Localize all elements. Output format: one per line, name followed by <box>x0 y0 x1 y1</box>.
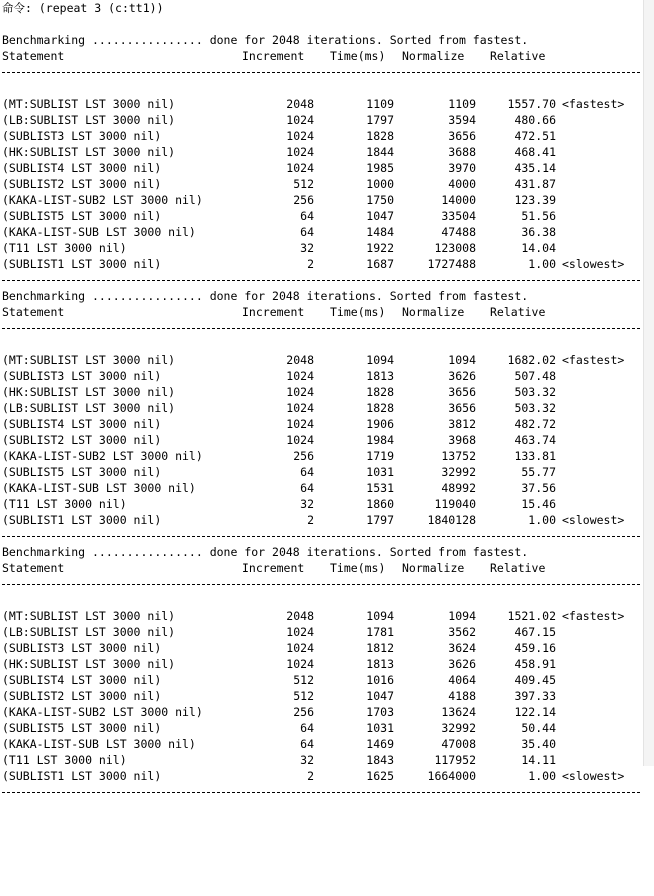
row-relative: 431.87 <box>514 177 556 191</box>
row-time: 1094 <box>366 353 394 367</box>
benchmark-title: Benchmarking ................ done for 2048 iterations. Sorted from fastest. <box>2 545 529 559</box>
table-row <box>2 368 642 384</box>
row-statement: (SUBLIST3 LST 3000 nil) <box>2 369 162 383</box>
row-statement: (T11 LST 3000 nil) <box>2 753 127 767</box>
table-row <box>2 160 642 176</box>
table-row <box>2 112 642 128</box>
row-increment: 512 <box>293 689 314 703</box>
table-row <box>2 176 642 192</box>
row-normalize: 3970 <box>448 161 476 175</box>
row-normalize: 3562 <box>448 625 476 639</box>
row-statement: (SUBLIST3 LST 3000 nil) <box>2 641 162 655</box>
row-statement: (SUBLIST4 LST 3000 nil) <box>2 161 162 175</box>
table-row <box>2 672 642 688</box>
row-relative: 463.74 <box>514 433 556 447</box>
separator-line <box>2 784 642 800</box>
result-rows <box>2 608 642 784</box>
row-time: 1047 <box>366 209 394 223</box>
header-increment: Increment <box>242 561 305 575</box>
row-relative: 51.56 <box>521 209 556 223</box>
row-time: 1625 <box>366 769 394 783</box>
row-normalize: 48992 <box>441 481 476 495</box>
column-header-row <box>2 48 642 64</box>
row-relative: 1.00 <box>528 769 556 783</box>
table-row <box>2 128 642 144</box>
header-normalize: Normalize <box>402 561 465 575</box>
header-relative: Relative <box>490 561 546 575</box>
separator-line <box>2 272 642 288</box>
row-relative: 123.39 <box>514 193 556 207</box>
row-relative: 1.00 <box>528 513 556 527</box>
row-relative: 133.81 <box>514 449 556 463</box>
row-increment: 1024 <box>286 145 314 159</box>
row-time: 1984 <box>366 433 394 447</box>
row-normalize: 119040 <box>434 497 476 511</box>
command-line <box>2 0 642 16</box>
row-relative: 503.32 <box>514 385 556 399</box>
row-time: 1813 <box>366 369 394 383</box>
row-time: 1985 <box>366 161 394 175</box>
row-relative: 435.14 <box>514 161 556 175</box>
row-normalize: 32992 <box>441 465 476 479</box>
row-normalize: 1664000 <box>427 769 476 783</box>
row-statement: (MT:SUBLIST LST 3000 nil) <box>2 97 176 111</box>
row-normalize: 33504 <box>441 209 476 223</box>
table-row <box>2 512 642 528</box>
row-statement: (SUBLIST2 LST 3000 nil) <box>2 689 162 703</box>
row-increment: 32 <box>300 497 314 511</box>
table-row <box>2 752 642 768</box>
benchmark-title: Benchmarking ................ done for 2048 iterations. Sorted from fastest. <box>2 33 529 47</box>
row-increment: 256 <box>293 705 314 719</box>
vertical-scrollbar[interactable] <box>643 0 654 766</box>
row-increment: 256 <box>293 449 314 463</box>
row-relative: 397.33 <box>514 689 556 703</box>
row-statement: (SUBLIST5 LST 3000 nil) <box>2 465 162 479</box>
row-relative: 482.72 <box>514 417 556 431</box>
row-increment: 2 <box>307 769 314 783</box>
benchmark-title: Benchmarking ................ done for 2048 iterations. Sorted from fastest. <box>2 289 529 303</box>
row-time: 1719 <box>366 449 394 463</box>
row-relative: 480.66 <box>514 113 556 127</box>
row-normalize: 3812 <box>448 417 476 431</box>
separator-line <box>2 576 642 592</box>
header-relative: Relative <box>490 305 546 319</box>
separator-line <box>2 320 642 336</box>
row-normalize: 3656 <box>448 129 476 143</box>
row-relative: 472.51 <box>514 129 556 143</box>
row-statement: (KAKA-LIST-SUB LST 3000 nil) <box>2 481 196 495</box>
separator-line <box>2 64 642 80</box>
table-row <box>2 400 642 416</box>
row-increment: 1024 <box>286 657 314 671</box>
row-statement: (LB:SUBLIST LST 3000 nil) <box>2 625 176 639</box>
console-output <box>2 0 642 783</box>
row-statement: (SUBLIST2 LST 3000 nil) <box>2 433 162 447</box>
row-normalize: 3968 <box>448 433 476 447</box>
row-relative: 14.04 <box>521 241 556 255</box>
table-row <box>2 464 642 480</box>
row-increment: 64 <box>300 721 314 735</box>
table-row <box>2 256 642 272</box>
row-increment: 512 <box>293 177 314 191</box>
benchmark-section <box>2 288 642 544</box>
row-statement: (SUBLIST2 LST 3000 nil) <box>2 177 162 191</box>
separator-line <box>2 528 642 544</box>
row-time: 1469 <box>366 737 394 751</box>
command-text: (repeat 3 (c:tt1)) <box>38 1 164 15</box>
row-normalize: 3656 <box>448 385 476 399</box>
row-increment: 1024 <box>286 161 314 175</box>
row-statement: (LB:SUBLIST LST 3000 nil) <box>2 401 176 415</box>
blank-line <box>2 592 642 608</box>
table-row <box>2 416 642 432</box>
command-prompt: 命令: <box>2 1 32 15</box>
row-relative: 458.91 <box>514 657 556 671</box>
row-time: 1031 <box>366 721 394 735</box>
row-time: 1828 <box>366 401 394 415</box>
row-time: 1109 <box>366 97 394 111</box>
table-row <box>2 352 642 368</box>
row-increment: 64 <box>300 465 314 479</box>
row-increment: 32 <box>300 241 314 255</box>
row-relative: 1521.02 <box>507 609 556 623</box>
blank-line <box>2 16 642 32</box>
table-row <box>2 704 642 720</box>
row-statement: (KAKA-LIST-SUB2 LST 3000 nil) <box>2 449 203 463</box>
row-increment: 1024 <box>286 433 314 447</box>
row-time: 1843 <box>366 753 394 767</box>
row-normalize: 117952 <box>434 753 476 767</box>
row-normalize: 1094 <box>448 353 476 367</box>
row-statement: (T11 LST 3000 nil) <box>2 241 127 255</box>
header-increment: Increment <box>242 49 305 63</box>
row-statement: (SUBLIST1 LST 3000 nil) <box>2 769 162 783</box>
table-row <box>2 736 642 752</box>
row-increment: 1024 <box>286 369 314 383</box>
header-statement: Statement <box>2 561 65 575</box>
row-statement: (HK:SUBLIST LST 3000 nil) <box>2 385 176 399</box>
row-relative: 503.32 <box>514 401 556 415</box>
row-flag: <fastest> <box>562 353 625 367</box>
row-time: 1484 <box>366 225 394 239</box>
row-increment: 64 <box>300 737 314 751</box>
row-increment: 1024 <box>286 625 314 639</box>
header-relative: Relative <box>490 49 546 63</box>
row-normalize: 1840128 <box>427 513 476 527</box>
row-relative: 37.56 <box>521 481 556 495</box>
row-time: 1016 <box>366 673 394 687</box>
row-flag: <slowest> <box>562 513 625 527</box>
row-normalize: 32992 <box>441 721 476 735</box>
row-normalize: 3688 <box>448 145 476 159</box>
row-relative: 409.45 <box>514 673 556 687</box>
row-normalize: 4000 <box>448 177 476 191</box>
table-row <box>2 688 642 704</box>
row-increment: 1024 <box>286 385 314 399</box>
table-row <box>2 640 642 656</box>
table-row <box>2 144 642 160</box>
row-time: 1797 <box>366 113 394 127</box>
row-increment: 2048 <box>286 609 314 623</box>
row-normalize: 14000 <box>441 193 476 207</box>
row-relative: 14.11 <box>521 753 556 767</box>
row-increment: 64 <box>300 481 314 495</box>
row-increment: 2 <box>307 513 314 527</box>
benchmark-section <box>2 544 642 800</box>
row-relative: 467.15 <box>514 625 556 639</box>
row-time: 1000 <box>366 177 394 191</box>
row-relative: 50.44 <box>521 721 556 735</box>
row-statement: (SUBLIST4 LST 3000 nil) <box>2 417 162 431</box>
row-time: 1922 <box>366 241 394 255</box>
row-time: 1828 <box>366 129 394 143</box>
header-time: Time(ms) <box>330 305 386 319</box>
row-time: 1531 <box>366 481 394 495</box>
row-statement: (MT:SUBLIST LST 3000 nil) <box>2 353 176 367</box>
table-row <box>2 96 642 112</box>
row-time: 1687 <box>366 257 394 271</box>
row-time: 1812 <box>366 641 394 655</box>
column-header-row <box>2 560 642 576</box>
row-flag: <slowest> <box>562 769 625 783</box>
row-normalize: 1727488 <box>427 257 476 271</box>
row-flag: <slowest> <box>562 257 625 271</box>
row-normalize: 1094 <box>448 609 476 623</box>
row-increment: 512 <box>293 673 314 687</box>
row-relative: 122.14 <box>514 705 556 719</box>
table-row <box>2 384 642 400</box>
row-statement: (MT:SUBLIST LST 3000 nil) <box>2 609 176 623</box>
row-statement: (KAKA-LIST-SUB LST 3000 nil) <box>2 737 196 751</box>
row-flag: <fastest> <box>562 97 625 111</box>
row-increment: 2048 <box>286 97 314 111</box>
row-statement: (LB:SUBLIST LST 3000 nil) <box>2 113 176 127</box>
row-relative: 1557.70 <box>507 97 556 111</box>
row-normalize: 3594 <box>448 113 476 127</box>
header-time: Time(ms) <box>330 49 386 63</box>
row-time: 1750 <box>366 193 394 207</box>
header-time: Time(ms) <box>330 561 386 575</box>
row-relative: 1682.02 <box>507 353 556 367</box>
row-increment: 32 <box>300 753 314 767</box>
row-increment: 1024 <box>286 401 314 415</box>
table-row <box>2 224 642 240</box>
row-time: 1031 <box>366 465 394 479</box>
row-time: 1797 <box>366 513 394 527</box>
row-statement: (KAKA-LIST-SUB2 LST 3000 nil) <box>2 193 203 207</box>
row-normalize: 13624 <box>441 705 476 719</box>
row-time: 1844 <box>366 145 394 159</box>
row-increment: 64 <box>300 225 314 239</box>
row-normalize: 3624 <box>448 641 476 655</box>
row-relative: 15.46 <box>521 497 556 511</box>
row-relative: 1.00 <box>528 257 556 271</box>
row-time: 1094 <box>366 609 394 623</box>
header-increment: Increment <box>242 305 305 319</box>
row-increment: 1024 <box>286 113 314 127</box>
table-row <box>2 656 642 672</box>
row-relative: 459.16 <box>514 641 556 655</box>
table-row <box>2 720 642 736</box>
blank-line <box>2 336 642 352</box>
row-statement: (SUBLIST1 LST 3000 nil) <box>2 257 162 271</box>
row-normalize: 47488 <box>441 225 476 239</box>
row-relative: 36.38 <box>521 225 556 239</box>
row-relative: 55.77 <box>521 465 556 479</box>
row-statement: (SUBLIST1 LST 3000 nil) <box>2 513 162 527</box>
table-row <box>2 624 642 640</box>
row-increment: 2048 <box>286 353 314 367</box>
result-rows <box>2 352 642 528</box>
table-row <box>2 192 642 208</box>
row-time: 1703 <box>366 705 394 719</box>
row-relative: 35.40 <box>521 737 556 751</box>
row-increment: 64 <box>300 209 314 223</box>
row-normalize: 123008 <box>434 241 476 255</box>
row-normalize: 1109 <box>448 97 476 111</box>
row-relative: 507.48 <box>514 369 556 383</box>
table-row <box>2 608 642 624</box>
row-statement: (SUBLIST3 LST 3000 nil) <box>2 129 162 143</box>
column-header-row <box>2 304 642 320</box>
blank-line <box>2 80 642 96</box>
table-row <box>2 496 642 512</box>
row-normalize: 3626 <box>448 369 476 383</box>
result-rows <box>2 96 642 272</box>
row-statement: (HK:SUBLIST LST 3000 nil) <box>2 657 176 671</box>
row-statement: (KAKA-LIST-SUB2 LST 3000 nil) <box>2 705 203 719</box>
row-normalize: 3626 <box>448 657 476 671</box>
row-statement: (SUBLIST5 LST 3000 nil) <box>2 721 162 735</box>
header-statement: Statement <box>2 49 65 63</box>
row-normalize: 4188 <box>448 689 476 703</box>
table-row <box>2 448 642 464</box>
row-increment: 256 <box>293 193 314 207</box>
row-normalize: 4064 <box>448 673 476 687</box>
table-row <box>2 240 642 256</box>
row-time: 1828 <box>366 385 394 399</box>
row-normalize: 3656 <box>448 401 476 415</box>
row-increment: 1024 <box>286 417 314 431</box>
benchmark-sections <box>2 32 642 800</box>
table-row <box>2 432 642 448</box>
row-increment: 2 <box>307 257 314 271</box>
header-statement: Statement <box>2 305 65 319</box>
header-normalize: Normalize <box>402 305 465 319</box>
header-normalize: Normalize <box>402 49 465 63</box>
row-statement: (SUBLIST4 LST 3000 nil) <box>2 673 162 687</box>
row-normalize: 47008 <box>441 737 476 751</box>
row-relative: 468.41 <box>514 145 556 159</box>
row-statement: (KAKA-LIST-SUB LST 3000 nil) <box>2 225 196 239</box>
table-row <box>2 480 642 496</box>
benchmark-section <box>2 32 642 288</box>
row-statement: (HK:SUBLIST LST 3000 nil) <box>2 145 176 159</box>
row-increment: 1024 <box>286 129 314 143</box>
row-time: 1781 <box>366 625 394 639</box>
row-normalize: 13752 <box>441 449 476 463</box>
row-statement: (T11 LST 3000 nil) <box>2 497 127 511</box>
row-time: 1906 <box>366 417 394 431</box>
table-row <box>2 768 642 784</box>
row-time: 1860 <box>366 497 394 511</box>
table-row <box>2 208 642 224</box>
row-time: 1047 <box>366 689 394 703</box>
row-statement: (SUBLIST5 LST 3000 nil) <box>2 209 162 223</box>
row-increment: 1024 <box>286 641 314 655</box>
row-time: 1813 <box>366 657 394 671</box>
row-flag: <fastest> <box>562 609 625 623</box>
